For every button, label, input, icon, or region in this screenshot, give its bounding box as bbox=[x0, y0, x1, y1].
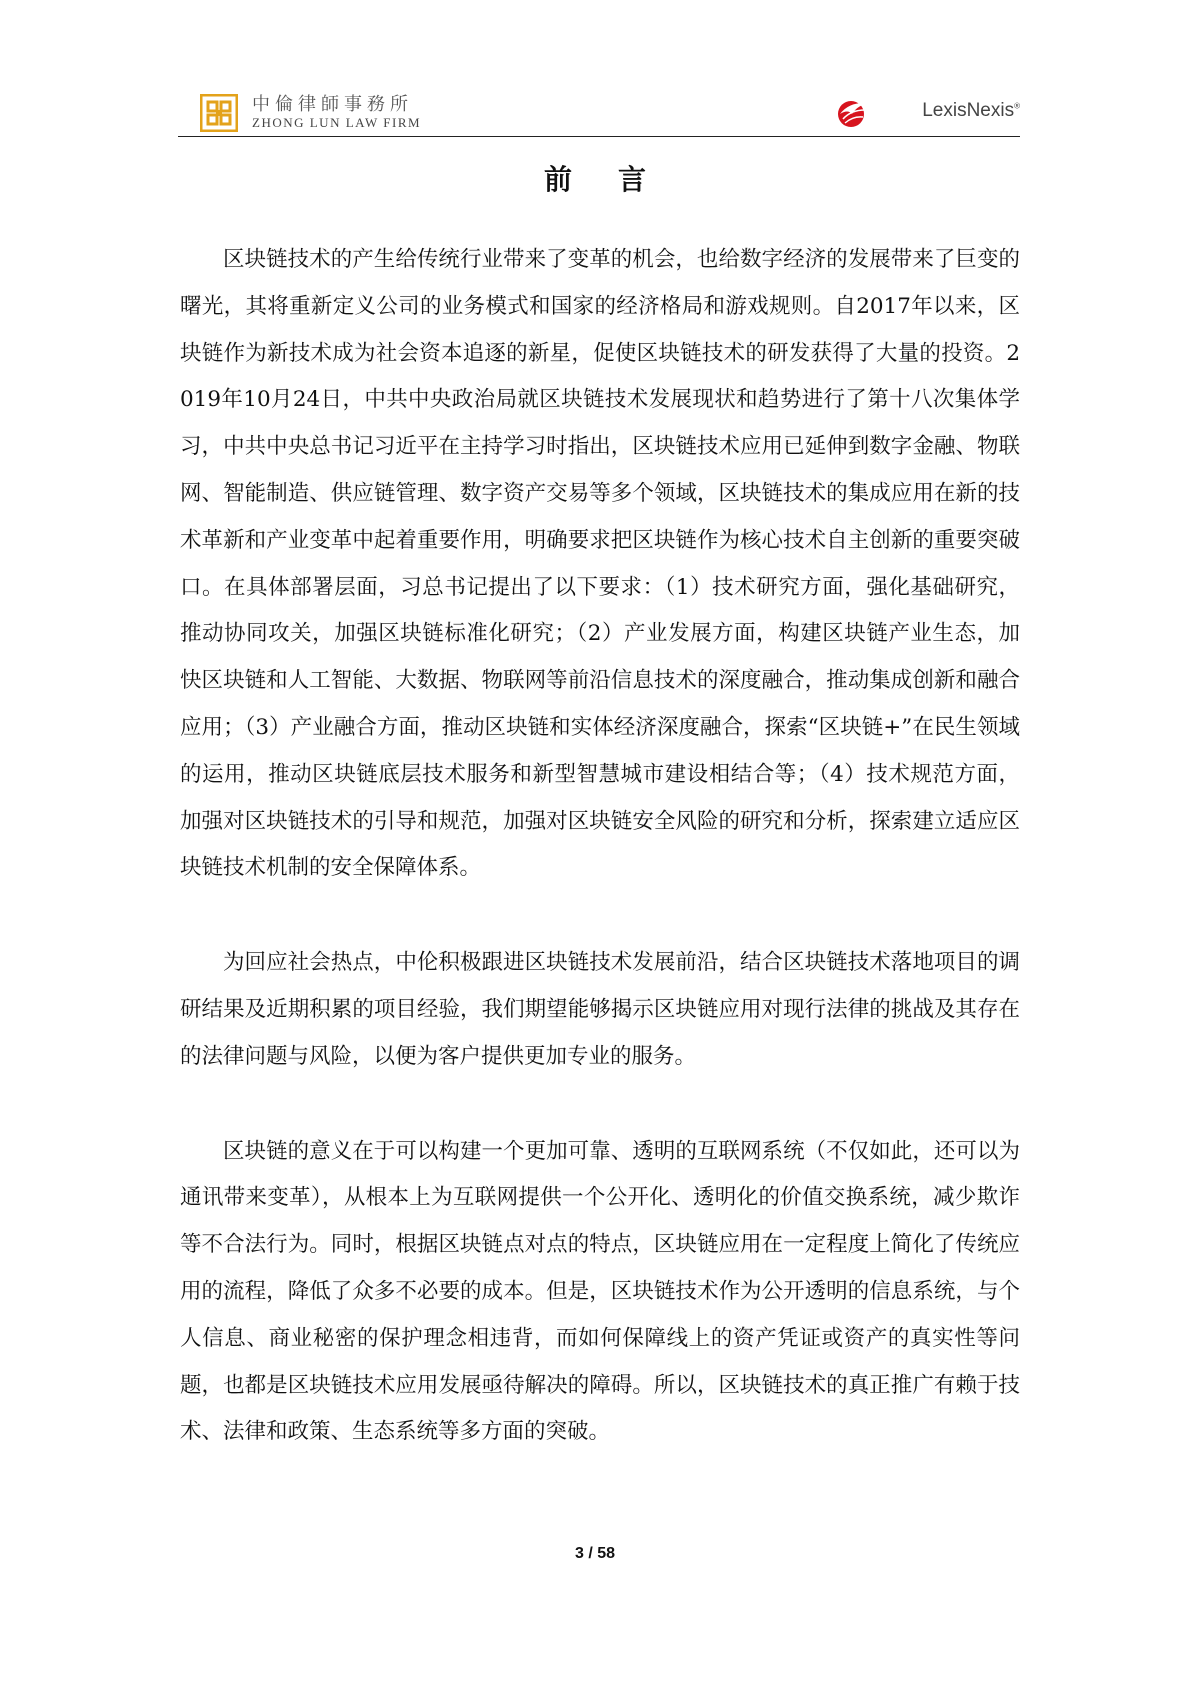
page-number: 3 / 58 bbox=[574, 1545, 616, 1562]
lexisnexis-bird-icon bbox=[834, 97, 870, 129]
document-body bbox=[180, 237, 1020, 1504]
zhong-lun-logo-icon bbox=[200, 94, 238, 132]
body-paragraph: 区块链技术的产生给传统行业带来了变革的机会，也给数字经济的发展带来了巨变的曙光，其将重新定义公司的业务模式和国家的经济格局和游戏规则。自2017年以来，区块链作为新技术成为社会资本追逐的新星，促使区块链技术的研发获得了大量的投资。2019年10月24日，中共中央政治局就区块链技术发展现状和趋势进行了第十八次集体学习，中共中央总书记习近平在主持学习时指出，区块链技术应用已延伸到数字金融、物联网、智能制造、供应链管理、数字资产交易等多个领域，区块链技术的集成应用在新的技术革新和产业变革中起着重要作用，明确要求把区块链作为核心技术自主创新的重要突破口。在具体部署层面，习总书记提出了以下要求：（1）技术研究方面，强化基础研究，推动协同攻关，加强区块链标准化研究；（2）产业发展方面，构建区块链产业生态，加快区块链和人工智能、大数据、物联网等前沿信息技术的深度融合，推动集成创新和融合应用；（3）产业融合方面，推动区块链和实体经济深度融合，探索“区块链+”在民生领域的运用，推动区块链底层技术服务和新型智慧城市建设相结合等；（4）技术规范方面，加强对区块链技术的引导和规范，加强对区块链安全风险的研究和分析，探索建立适应区块链技术机制的安全保障体系。 bbox=[180, 247, 1020, 881]
page-title: 前言 bbox=[543, 163, 692, 196]
body-paragraph: 区块链的意义在于可以构建一个更加可靠、透明的互联网系统（不仅如此，还可以为通讯带来变革），从根本上为互联网提供一个公开化、透明化的价值交换系统，减少欺诈等不合法行为。同时，根据区块链点对点的特点，区块链应用在一定程度上简化了传统应用的流程，降低了众多不必要的成本。但是，区块链技术作为公开透明的信息系统，与个人信息、商业秘密的保护理念相违背，而如何保障线上的资产凭证或资产的真实性等问题，也都是区块链技术应用发展亟待解决的障碍。所以，区块链技术的真正推广有赖于技术、法律和政策、生态系统等多方面的突破。 bbox=[180, 1138, 1020, 1445]
registered-mark: ® bbox=[1014, 101, 1020, 111]
firm-name-english: ZHONG LUN LAW FIRM bbox=[252, 115, 422, 130]
page-header bbox=[178, 88, 1020, 137]
partner-name-text: LexisNexis bbox=[922, 100, 1015, 121]
partner-name bbox=[922, 100, 1020, 122]
firm-name-chinese: 中倫律師事務所 bbox=[252, 94, 413, 115]
body-paragraph: 为回应社会热点，中伦积极跟进区块链技术发展前沿，结合区块链技术落地项目的调研结果及近期积累的项目经验，我们期望能够揭示区块链应用对现行法律的挑战及其存在的法律问题与风险，以便为客户提供更加专业的服务。 bbox=[180, 950, 1020, 1069]
